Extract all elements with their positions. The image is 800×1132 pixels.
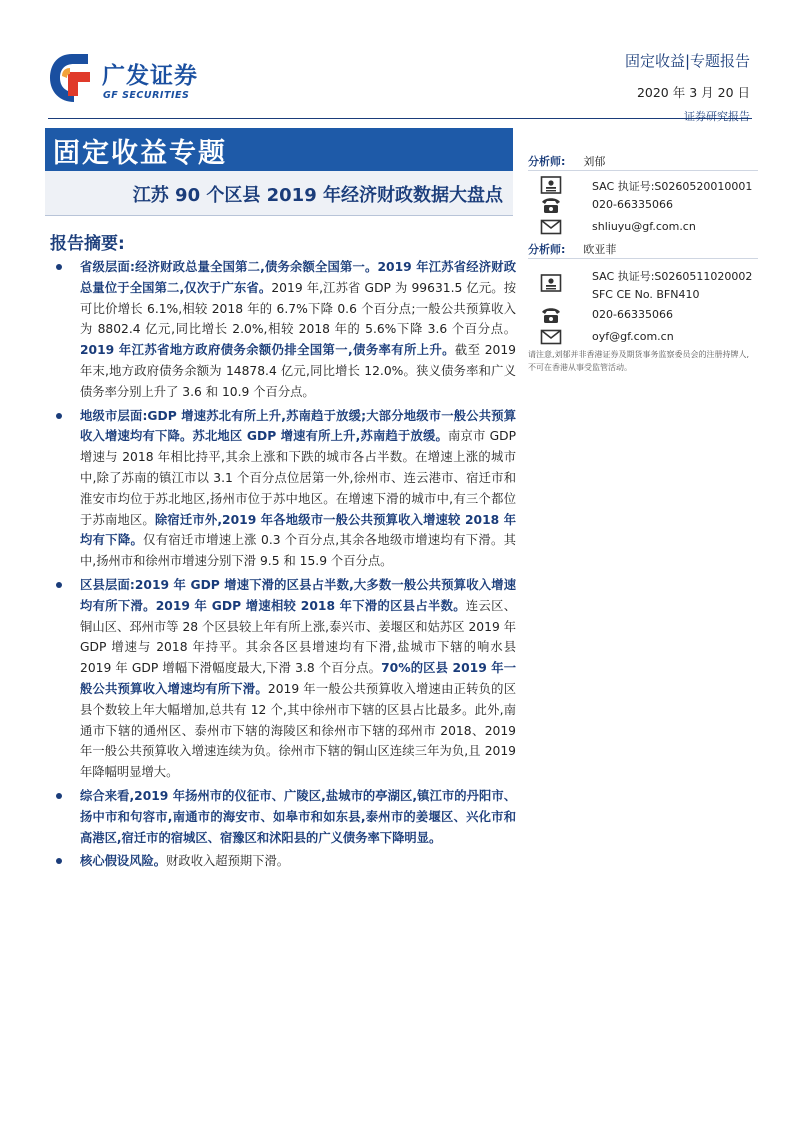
analyst-2-license-row — [528, 264, 758, 304]
page-subtitle: 江苏 90 个区县 2019 年经济财政数据大盘点 — [132, 185, 503, 206]
phone-icon — [540, 304, 562, 326]
analyst-1-phone-row — [528, 194, 758, 216]
report-category: 证券研究报告 — [684, 110, 750, 123]
gf-securities-logo — [48, 52, 218, 108]
report-meta — [625, 50, 750, 124]
abstract-list — [56, 257, 516, 875]
header-divider — [48, 118, 752, 119]
analyst-2-phone-row — [528, 304, 758, 326]
gf-logo-icon — [48, 52, 96, 104]
id-card-icon — [540, 272, 562, 294]
bullet-dot — [56, 264, 62, 270]
analyst-2-email-row — [528, 326, 758, 348]
phone-icon — [540, 194, 562, 216]
title-banner — [45, 128, 513, 171]
id-card-icon — [540, 174, 562, 196]
abstract-heading: 报告摘要: — [50, 234, 125, 254]
bullet-dot — [56, 858, 62, 864]
analyst-1-role: 分析师: 刘郁 — [528, 155, 606, 168]
bullet-dot — [56, 413, 62, 419]
brand-name-cn: 广发证券 — [102, 63, 198, 89]
divider — [528, 258, 758, 259]
analyst-1-license-row — [528, 174, 758, 196]
bullet-dot — [56, 582, 62, 588]
report-type: 固定收益|专题报告 — [624, 52, 750, 70]
mail-icon — [540, 216, 562, 238]
analyst-2-phone: 020-66335066 — [592, 308, 673, 321]
list-item: 综合来看,2019 年扬州市的仪征市、广陵区,盐城市的亭湖区,镇江市的丹阳市、扬中市和句容市,南通市的海安市、如皋市和如东县,泰州市的姜堰区、兴化市和高港区,宿迁市的宿城区、宿豫区和沭阳县的广义债务率下降明显。 — [56, 786, 516, 848]
subtitle-banner — [45, 171, 513, 216]
list-item: 核心假设风险。财政收入超预期下滑。 — [56, 851, 516, 872]
compliance-note: 请注意,刘郁并非香港证券及期货事务监察委员会的注册持牌人,不可在香港从事受监管活动。 — [528, 350, 750, 372]
analyst-1-email[interactable]: shliuyu@gf.com.cn — [592, 220, 696, 233]
analyst-1-phone: 020-66335066 — [592, 198, 673, 211]
brand-name-en: GF SECURITIES — [103, 90, 190, 101]
analyst-1-license: SAC 执证号:S0260520010001 — [592, 180, 753, 193]
list-item: 省级层面:经济财政总量全国第二,债务余额全国第一。2019 年江苏省经济财政总量位于全国第二,仅次于广东省。2019 年,江苏省 GDP 为 99631.5 亿元。按可比价增长 6.1%,相较 2018 年的 6.7%下降 0.6 个百分点;一般公共预算收入为 8802.4 亿元,同比增长 2.0%,相较 2018 年的 5.6%下降 3.6 个百分点。2019 年江苏省地方政府债务余额仍排全国第一,债务率有所上升。截至 2019 年末,地方政府债务余额为 14878.4 亿元,同比增长 12.0%。狭义债务率和广义债务率分别上升了 3.6 和 10.9 个百分点。 — [56, 257, 516, 403]
analyst-2-license: SAC 执证号:S0260511020002 — [592, 270, 753, 283]
mail-icon — [540, 326, 562, 348]
page-title: 固定收益专题 — [53, 138, 227, 169]
divider — [528, 170, 758, 171]
list-item: 区县层面:2019 年 GDP 增速下滑的区县占半数,大多数一般公共预算收入增速均有所下滑。2019 年 GDP 增速相较 2018 年下滑的区县占半数。连云区、铜山区、邳州市等 28 个区县较上年有所上涨,泰兴市、姜堰区和姑苏区 2019 年 GDP 增速与 2018 年持平。其余各区县增速均有下滑,盐城市下辖的响水县 2019 年 GDP 增幅下滑幅度最大,下滑 3.8 个百分点。70%的区县 2019 年一般公共预算收入增速均有所下滑。2019 年一般公共预算收入增速由正转负的区县个数较上年大幅增加,总共有 12 个,其中徐州市下辖的区县占比最多。此外,南通市下辖的通州区、泰州市下辖的海陵区和徐州市下辖的邳州市 2018、2019 年一般公共预算收入增速连续为负。徐州市下辖的铜山区连续三年为负,且 2019 年降幅明显增大。 — [56, 575, 516, 783]
bullet-dot — [56, 793, 62, 799]
list-item: 地级市层面:GDP 增速苏北有所上升,苏南趋于放缓;大部分地级市一般公共预算收入增速均有下降。苏北地区 GDP 增速有所上升,苏南趋于放缓。南京市 GDP 增速与 2018 年相比持平,其余上涨和下跌的城市各占半数。在增速上涨的城市中,除了苏南的镇江市以 3.1 个百分点位居第一外,徐州市、连云港市、宿迁市和淮安市均位于苏北地区,扬州市位于苏中地区。在增速下滑的城市中,有三个都位于苏南地区。除宿迁市外,2019 年各地级市一般公共预算收入增速较 2018 年均有下降。仅有宿迁市增速上涨 0.3 个百分点,其余各地级市增速均有下滑。其中,扬州市和徐州市增速分别下滑 9.5 和 15.9 个百分点。 — [56, 406, 516, 572]
analyst-1-email-row — [528, 216, 758, 238]
analyst-1-name: 刘郁 — [583, 155, 606, 168]
analyst-2-role: 分析师: 欧亚菲 — [528, 243, 617, 256]
analyst-2-email[interactable]: oyf@gf.com.cn — [592, 330, 674, 343]
analyst-2-sfc-license: SFC CE No. BFN410 — [592, 288, 700, 301]
analyst-2-name: 欧亚菲 — [583, 243, 617, 256]
report-date: 2020 年 3 月 20 日 — [636, 85, 750, 100]
